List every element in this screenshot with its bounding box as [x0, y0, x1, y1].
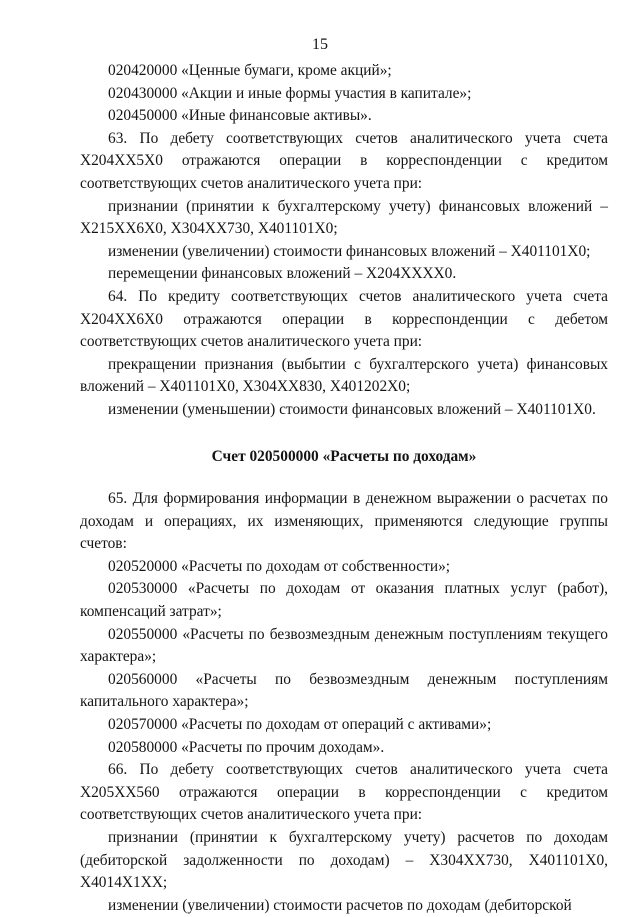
paragraph: 020550000 «Расчеты по безвозмездным денежным поступлениям текущего характера»;	[80, 625, 608, 666]
paragraph: перемещении финансовых вложений – Х204ХХХХ0.	[108, 265, 457, 283]
paragraph: 65. Для формирования информации в денежном выражении о расчетах по доходам и операциях, их изменяющих, применяются следующие группы счетов:	[80, 490, 608, 553]
paragraph: 020530000 «Расчеты по доходам от оказания платных услуг (работ), компенсаций затрат»;	[80, 580, 608, 621]
paragraph: признании (принятии к бухгалтерскому учету) финансовых вложений – Х215ХХ6Х0, Х304ХХ730, Х401101Х0;	[80, 197, 608, 238]
paragraph: 64. По кредиту соответствующих счетов аналитического учета счета Х204ХХ6Х0 отражаются операции в корреспонденции с дебетом соответствующих счетов аналитического учета при:	[80, 287, 608, 351]
paragraph: 020450000 «Иные финансовые активы».	[108, 107, 372, 125]
paragraph: признании (принятии к бухгалтерскому учету) расчетов по доходам (дебиторской задолженности по доходам) – Х304ХХ730, Х401101Х0, Х4014Х1ХХ;	[80, 829, 608, 892]
paragraph: изменении (увеличении) стоимости расчетов по доходам (дебиторской	[108, 896, 572, 914]
paragraph: 63. По дебету соответствующих счетов аналитического учета счета Х204ХХ5Х0 отражаются операции в корреспонденции с кредитом соответствующих счетов аналитического учета при:	[80, 129, 608, 192]
section-title: Счет 020500000 «Расчеты по доходам»	[211, 447, 477, 465]
paragraph: изменении (увеличении) стоимости финансовых вложений – Х401101Х0;	[108, 242, 591, 260]
paragraph: 020420000 «Ценные бумаги, кроме акций»;	[108, 62, 392, 79]
paragraph: 66. По дебету соответствующих счетов аналитического учета счета Х205ХХ560 отражаются операции в корреспонденции с кредитом соответствующих счетов аналитического учета при:	[80, 761, 608, 824]
paragraph: 020570000 «Расчеты по доходам от операций с активами»;	[108, 716, 492, 734]
paragraph: 020560000 «Расчеты по безвозмездным денежным поступлениям капитального характера»;	[80, 670, 608, 711]
paragraph: 020580000 «Расчеты по прочим доходам».	[108, 738, 385, 756]
paragraph: прекращении признания (выбытии с бухгалтерского учета) финансовых вложений – Х401101Х0, Х304ХХ830, Х401202Х0;	[80, 355, 608, 396]
page-number: 15	[312, 36, 328, 53]
paragraph: изменении (уменьшении) стоимости финансовых вложений – Х401101Х0.	[108, 400, 596, 418]
paragraph: 020520000 «Расчеты по доходам от собственности»;	[108, 557, 451, 575]
document-body	[80, 60, 608, 917]
paragraph: 020430000 «Акции и иные формы участия в капитале»;	[108, 84, 472, 102]
